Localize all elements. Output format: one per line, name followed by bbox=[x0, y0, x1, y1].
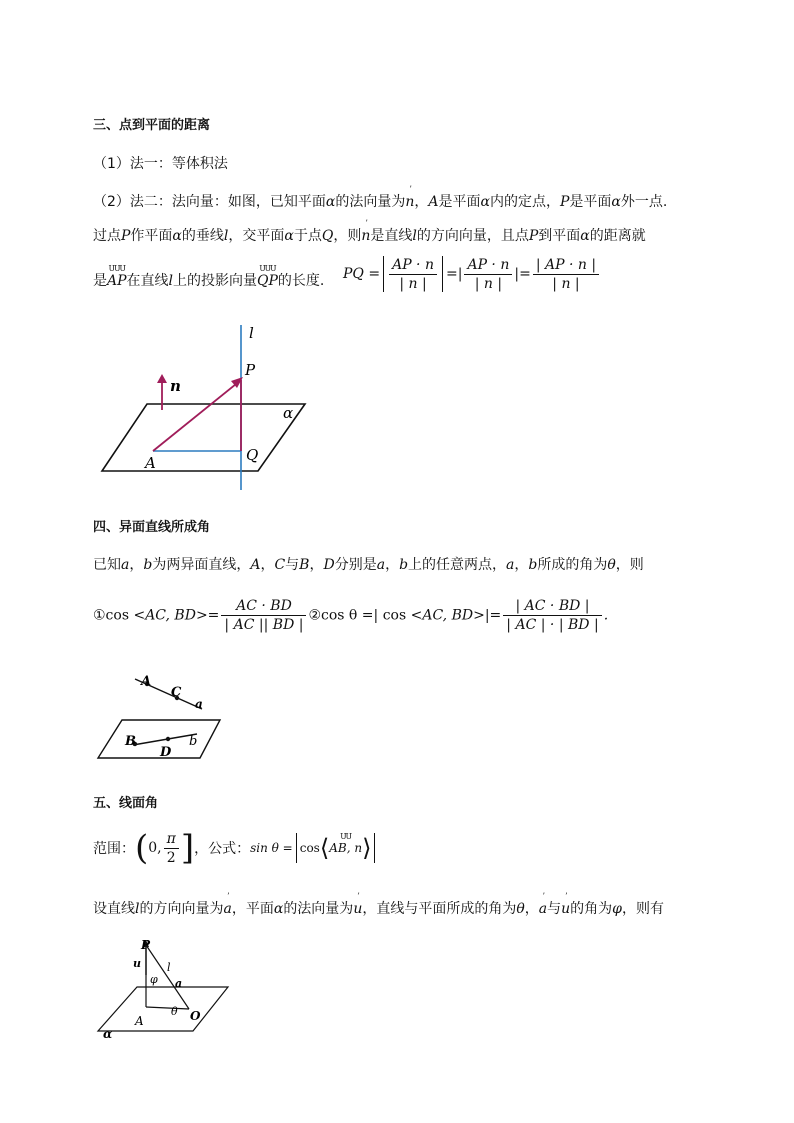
point-P: P bbox=[121, 228, 131, 244]
text: ， bbox=[414, 194, 429, 210]
point-Q: Q bbox=[321, 228, 334, 244]
line-b bbox=[133, 734, 197, 745]
label-a: a bbox=[175, 977, 183, 990]
text: 过点 bbox=[93, 228, 121, 244]
skew-lines-intro: 已知a，b为两异面直线，A，C与B，D分别是a，b上的任意两点，a，b所成的角为θ，则 bbox=[93, 557, 644, 573]
line-l: l bbox=[168, 273, 174, 289]
method-two-line-1 bbox=[93, 185, 668, 211]
label-alpha: α bbox=[283, 404, 294, 422]
label-alpha: α bbox=[103, 1027, 113, 1041]
point-A: A bbox=[428, 194, 439, 210]
label-b: b bbox=[189, 734, 198, 749]
method-one-text: （1）法一：等体积法 bbox=[93, 156, 228, 172]
alpha-symbol: α bbox=[611, 194, 621, 210]
label-B: B bbox=[125, 734, 136, 749]
vector-QP: ՍՍՍ QP bbox=[257, 264, 278, 289]
line-plane-description: 设直线l的方向向量为 ʼ a，平面α的法向量为 ʼ u，直线与平面所成的角为θ， ʼ a与 ʼ u的角为φ，则有 bbox=[93, 892, 664, 917]
section-heading-point-plane-distance: 三、点到平面的距离 bbox=[93, 118, 211, 133]
alpha-symbol: α bbox=[325, 194, 336, 210]
text: 是平面 bbox=[438, 194, 481, 210]
plane bbox=[98, 720, 220, 758]
label-l: l bbox=[249, 324, 254, 342]
label-P: P bbox=[141, 938, 151, 952]
label-theta: θ bbox=[171, 1005, 178, 1018]
text: 上的投影向量 bbox=[173, 273, 258, 289]
label-u: u bbox=[133, 957, 141, 970]
section-heading-skew-lines-angle: 四、异面直线所成角 bbox=[93, 520, 211, 535]
skew-lines-figure bbox=[95, 670, 225, 768]
method-two-line-3 bbox=[93, 264, 325, 290]
label-A: A bbox=[141, 674, 152, 689]
text: 是 bbox=[93, 273, 107, 289]
point-P: P bbox=[560, 194, 570, 210]
text: 的方向向量，且点 bbox=[416, 228, 529, 244]
text: 于点 bbox=[293, 228, 322, 244]
plane-alpha bbox=[98, 987, 228, 1031]
label-a: a bbox=[195, 697, 203, 711]
method-two-line-2 bbox=[93, 219, 646, 245]
text: （2）法二：法向量：如图，已知平面 bbox=[93, 194, 326, 210]
plane-alpha bbox=[102, 404, 305, 471]
alpha-symbol: α bbox=[172, 228, 182, 244]
text: 的垂线 bbox=[181, 228, 224, 244]
point-D bbox=[166, 737, 170, 741]
skew-angle-formulas: ①cos <AC, BD>= $\frac{AC \cdot BD}{| AC || BD |}$ ②cos θ =| cos <AC, BD>|= $\frac{| AC \cdot BD |}{| AC | \cdot | BD |}$ . bbox=[93, 598, 609, 633]
label-A: A bbox=[135, 1014, 144, 1028]
alpha-symbol: α bbox=[480, 194, 490, 210]
label-Q: Q bbox=[246, 446, 259, 464]
text: 到平面 bbox=[538, 228, 581, 244]
line-l: l bbox=[223, 228, 229, 244]
label-P: P bbox=[245, 361, 256, 379]
label-D: D bbox=[160, 745, 172, 760]
text: ，交平面 bbox=[228, 228, 285, 244]
label-n: n bbox=[170, 377, 181, 395]
arrowhead-n bbox=[157, 374, 167, 383]
text: 的长度. bbox=[277, 273, 325, 289]
distance-formula: PQ = $\frac{AP \cdot n}{| n |}$ =| $\frac{AP \cdot n}{| n |}$ |= $\frac{| AP \cdot n |}{| n |}$ bbox=[343, 256, 601, 292]
text: 是平面 bbox=[569, 194, 612, 210]
point-plane-distance-figure bbox=[95, 318, 315, 496]
label-A: A bbox=[145, 454, 156, 472]
vector-n: ʼ n bbox=[361, 219, 371, 244]
text: 的法向量为 bbox=[335, 194, 406, 210]
text: 作平面 bbox=[130, 228, 173, 244]
text: 是直线 bbox=[370, 228, 413, 244]
text: 在直线 bbox=[126, 273, 169, 289]
line-l: l bbox=[412, 228, 417, 244]
point-P: P bbox=[528, 228, 539, 244]
text: 外一点. bbox=[620, 194, 668, 210]
label-C: C bbox=[171, 685, 182, 700]
label-l: l bbox=[167, 961, 171, 974]
vector-n: ʼ n bbox=[405, 185, 415, 210]
section-heading-line-plane-angle: 五、线面角 bbox=[93, 796, 159, 811]
vector-AP-line bbox=[153, 380, 241, 451]
alpha-symbol: α bbox=[580, 228, 590, 244]
label-phi: φ bbox=[150, 973, 158, 986]
vector-AP: ՍՍՍ AP bbox=[107, 264, 127, 289]
segment-AO bbox=[146, 1007, 189, 1009]
text: 的距离就 bbox=[589, 228, 646, 244]
text: 内的定点， bbox=[490, 194, 560, 210]
label-O: O bbox=[190, 1009, 201, 1023]
range-and-formula: 范围：(0, $\frac{\pi}{2}$ ]，公式：sin θ = cos⟨ ՍՍ AB, n⟩ bbox=[93, 828, 378, 868]
alpha-symbol: α bbox=[284, 228, 294, 244]
text: ，则 bbox=[333, 228, 362, 244]
line-plane-angle-figure bbox=[95, 935, 235, 1043]
